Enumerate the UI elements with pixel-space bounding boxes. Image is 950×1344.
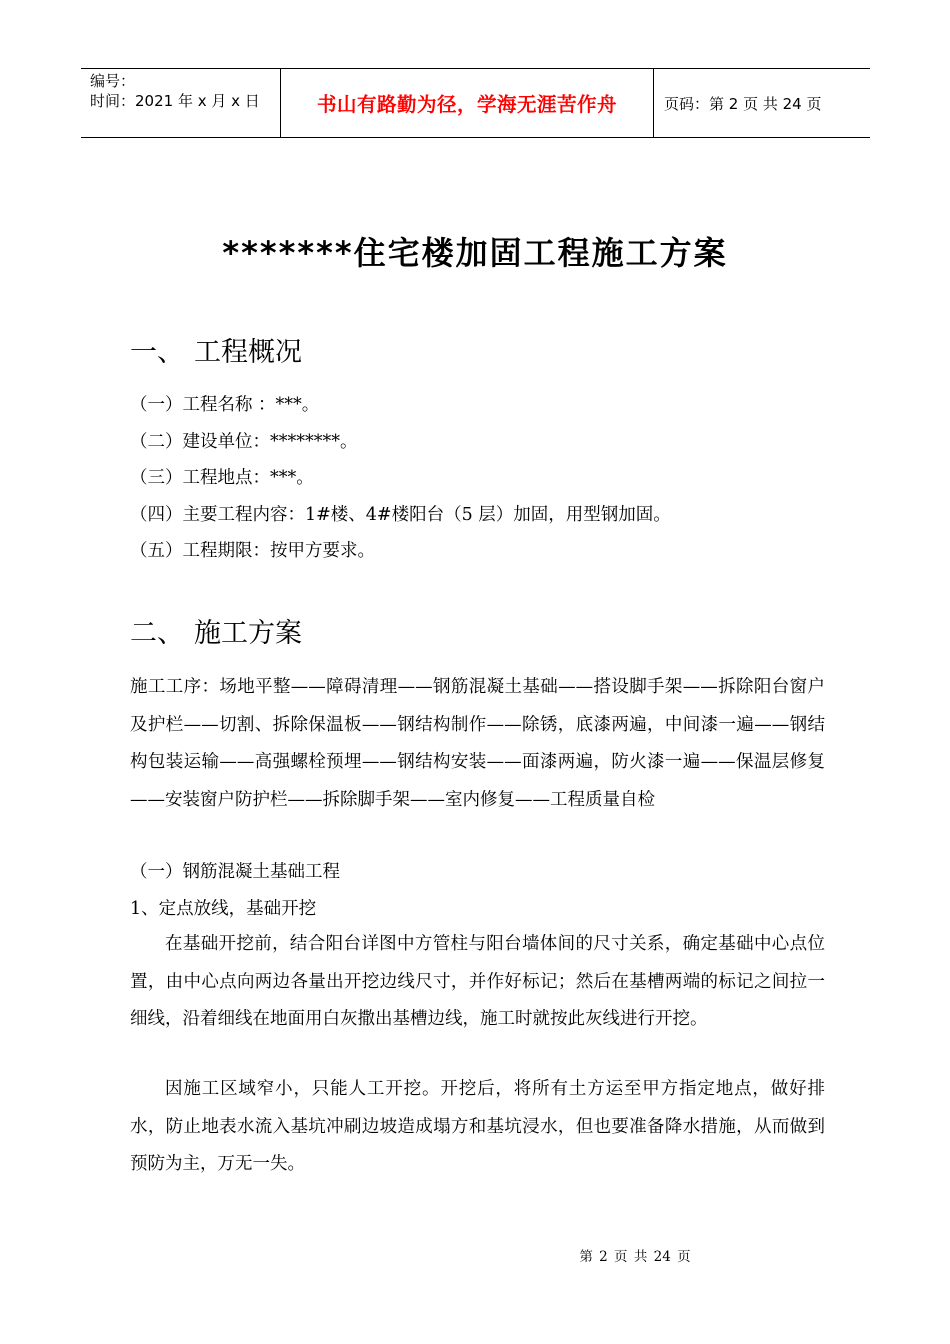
overview-item-period: （五）工程期限：按甲方要求。 [130, 541, 375, 561]
excavation-paragraph-2: 因施工区域窄小，只能人工开挖。开挖后，将所有土方运至甲方指定地点，做好排水，防止地表水流入基坑冲刷边坡造成塌方和基坑浸水，但也要准备降水措施，从而做到预防为主，万无一失。 [130, 1079, 825, 1174]
section-heading-overview [130, 336, 302, 370]
section-number: 一、 [130, 337, 184, 368]
header-motto: 书山有路勤为径，学海无涯苦作舟 [281, 69, 654, 137]
section-heading-plan [130, 617, 302, 651]
page-footer: 第 2 页 共 24 页 [579, 1249, 691, 1265]
header-table [81, 68, 870, 138]
document-time-label: 时间：2021 年 x 月 x 日 [90, 92, 260, 110]
section-number: 二、 [130, 618, 184, 649]
section-title: 施工方案 [194, 618, 302, 649]
subsection-layout-excavation: 1、定点放线，基础开挖 [130, 899, 317, 919]
overview-item-owner: （二）建设单位：********。 [130, 432, 358, 452]
overview-item-name: （一）工程名称 ：***。 [130, 395, 320, 415]
document-title: *******住宅楼加固工程施工方案 [222, 234, 728, 272]
construction-process-paragraph: 施工工序：场地平整——障碍清理——钢筋混凝土基础——搭设脚手架——拆除阳台窗户及护栏——切割、拆除保温板——钢结构制作——除锈，底漆两遍，中间漆一遍——钢结构包装运输——高强螺栓预埋——钢结构安装——面漆两遍，防火漆一遍——保温层修复——安装窗户防护栏——拆除脚手架——室内修复——工程质量自检 [130, 677, 825, 810]
excavation-paragraph-1: 在基础开挖前，结合阳台详图中方管柱与阳台墙体间的尺寸关系，确定基础中心点位置，由中心点向两边各量出开挖边线尺寸，并作好标记；然后在基槽两端的标记之间拉一细线，沿着细线在地面用白灰撒出基槽边线，施工时就按此灰线进行开挖。 [130, 934, 825, 1029]
overview-item-content: （四）主要工程内容：1#楼、4#楼阳台（5 层）加固，用型钢加固。 [130, 505, 671, 525]
header-meta-cell [81, 69, 281, 137]
overview-item-location: （三）工程地点：***。 [130, 468, 314, 488]
header-page-code: 页码：第 2 页 共 24 页 [664, 94, 822, 113]
document-number-label: 编号： [90, 72, 136, 90]
section-title: 工程概况 [194, 337, 302, 368]
subsection-foundation: （一）钢筋混凝土基础工程 [130, 862, 340, 882]
